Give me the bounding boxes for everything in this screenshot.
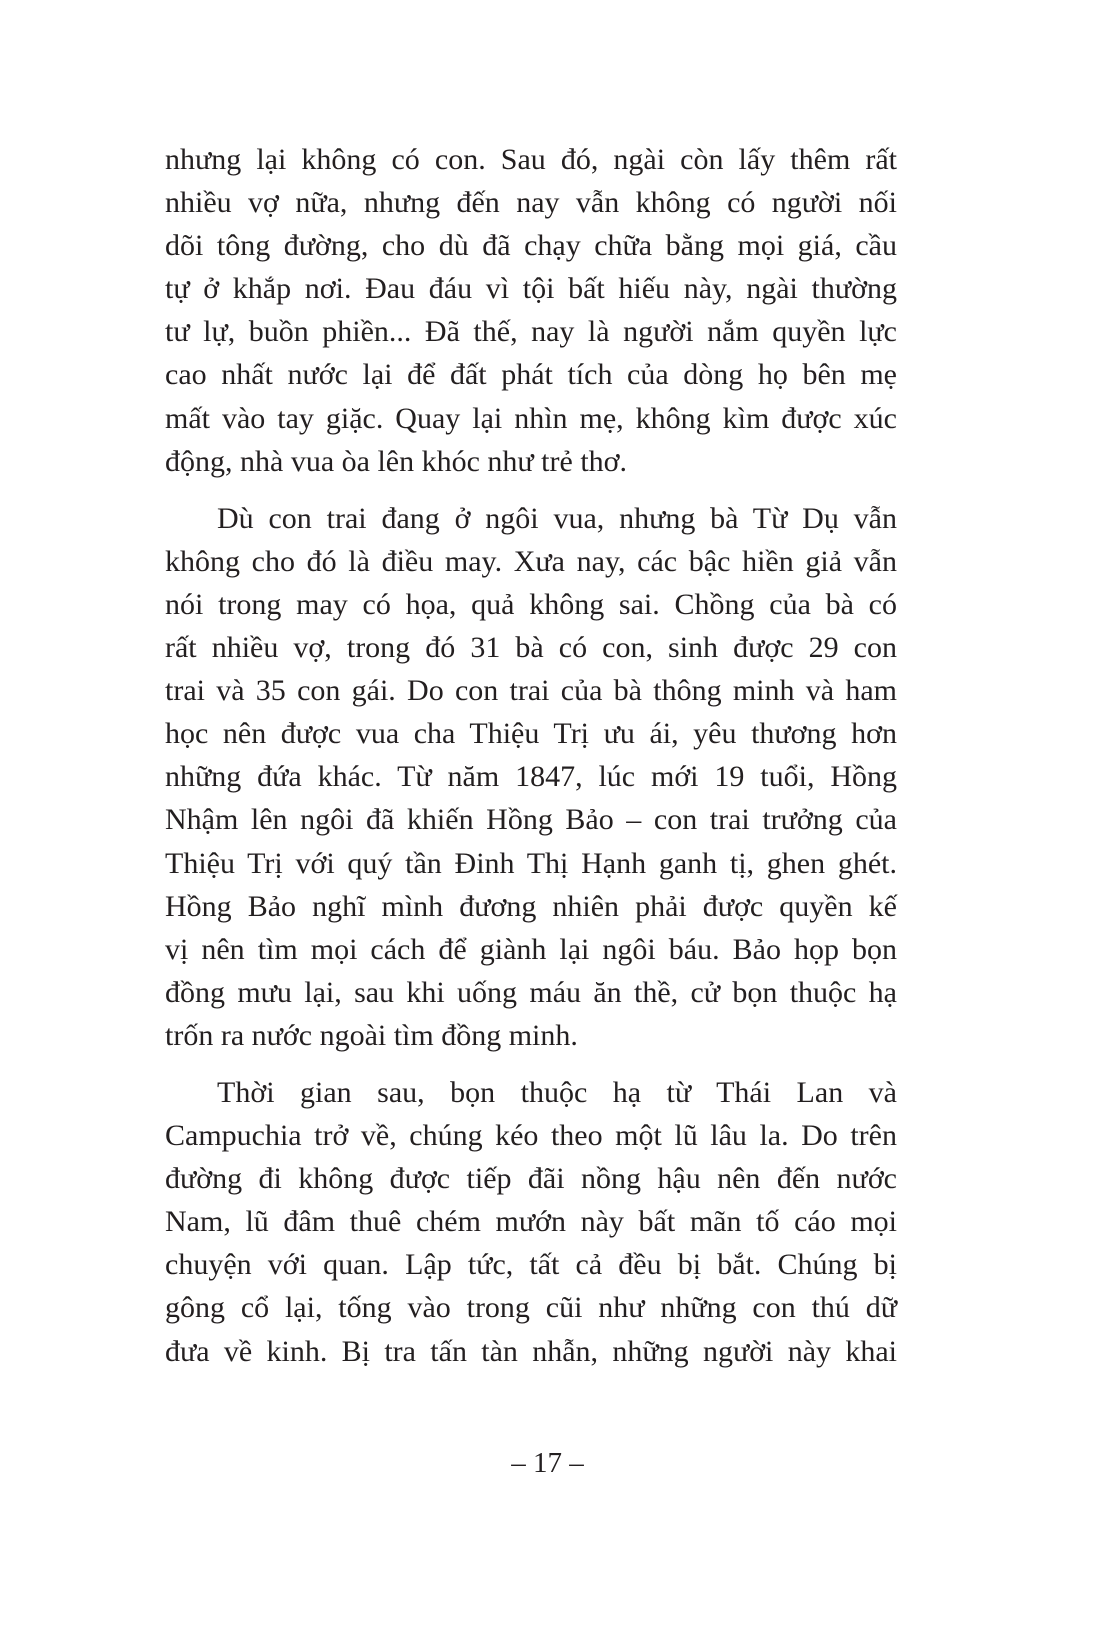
text-line: cao nhất nước lại để đất phát tích của dòng họ bên mẹ	[165, 358, 897, 392]
text-line: những đứa khác. Từ năm 1847, lúc mới 19 tuổi, Hồng	[165, 760, 897, 794]
paragraph-gap	[165, 483, 897, 497]
text-line: nhiều vợ nữa, nhưng đến nay vẫn không có người nối	[165, 186, 897, 220]
text-line: Thiệu Trị với quý tần Đinh Thị Hạnh ganh tị, ghen ghét.	[165, 846, 897, 880]
text-line: đường đi không được tiếp đãi nồng hậu nên đến nước	[165, 1162, 897, 1196]
text-line: mất vào tay giặc. Quay lại nhìn mẹ, không kìm được xúc	[165, 401, 897, 435]
text-line: động, nhà vua òa lên khóc như trẻ thơ.	[165, 444, 628, 478]
text-line: Hồng Bảo nghĩ mình đương nhiên phải được quyền kế	[165, 889, 897, 923]
text-line: Campuchia trở về, chúng kéo theo một lũ lâu la. Do trên	[165, 1119, 897, 1153]
paragraph-gap	[165, 1057, 897, 1071]
text-line: dõi tông đường, cho dù đã chạy chữa bằng mọi giá, cầu	[165, 229, 897, 263]
text-line: Thời gian sau, bọn thuộc hạ từ Thái Lan và	[217, 1075, 897, 1109]
text-line: tư lự, buồn phiền... Đã thế, nay là người nắm quyền lực	[165, 315, 897, 349]
body-text	[165, 138, 897, 1373]
text-line: gông cổ lại, tống vào trong cũi như những con thú dữ	[165, 1291, 897, 1325]
text-line: không cho đó là điều may. Xưa nay, các bậc hiền giả vẫn	[165, 544, 897, 578]
text-line: đồng mưu lại, sau khi uống máu ăn thề, cử bọn thuộc hạ	[165, 975, 897, 1009]
text-line: tự ở khắp nơi. Đau đáu vì tội bất hiếu này, ngài thường	[165, 272, 897, 306]
text-line: Dù con trai đang ở ngôi vua, nhưng bà Từ Dụ vẫn	[217, 501, 897, 535]
page-number: – 17 –	[511, 1447, 584, 1479]
text-line: đưa về kinh. Bị tra tấn tàn nhẫn, những người này khai	[165, 1334, 897, 1368]
text-line: nhưng lại không có con. Sau đó, ngài còn lấy thêm rất	[165, 143, 897, 176]
text-line: học nên được vua cha Thiệu Trị ưu ái, yêu thương hơn	[165, 717, 897, 751]
text-line: trai và 35 con gái. Do con trai của bà thông minh và ham	[165, 674, 897, 708]
text-line: Nhậm lên ngôi đã khiến Hồng Bảo – con trai trưởng của	[165, 803, 897, 837]
text-line: chuyện với quan. Lập tức, tất cả đều bị bắt. Chúng bị	[165, 1248, 897, 1282]
text-line: trốn ra nước ngoài tìm đồng minh.	[165, 1018, 578, 1052]
text-line: nói trong may có họa, quả không sai. Chồng của bà có	[165, 587, 897, 621]
text-line: vị nên tìm mọi cách để giành lại ngôi báu. Bảo họp bọn	[165, 932, 897, 966]
text-line: rất nhiều vợ, trong đó 31 bà có con, sinh được 29 con	[165, 631, 897, 665]
text-line: Nam, lũ đâm thuê chém mướn này bất mãn tố cáo mọi	[165, 1205, 897, 1239]
